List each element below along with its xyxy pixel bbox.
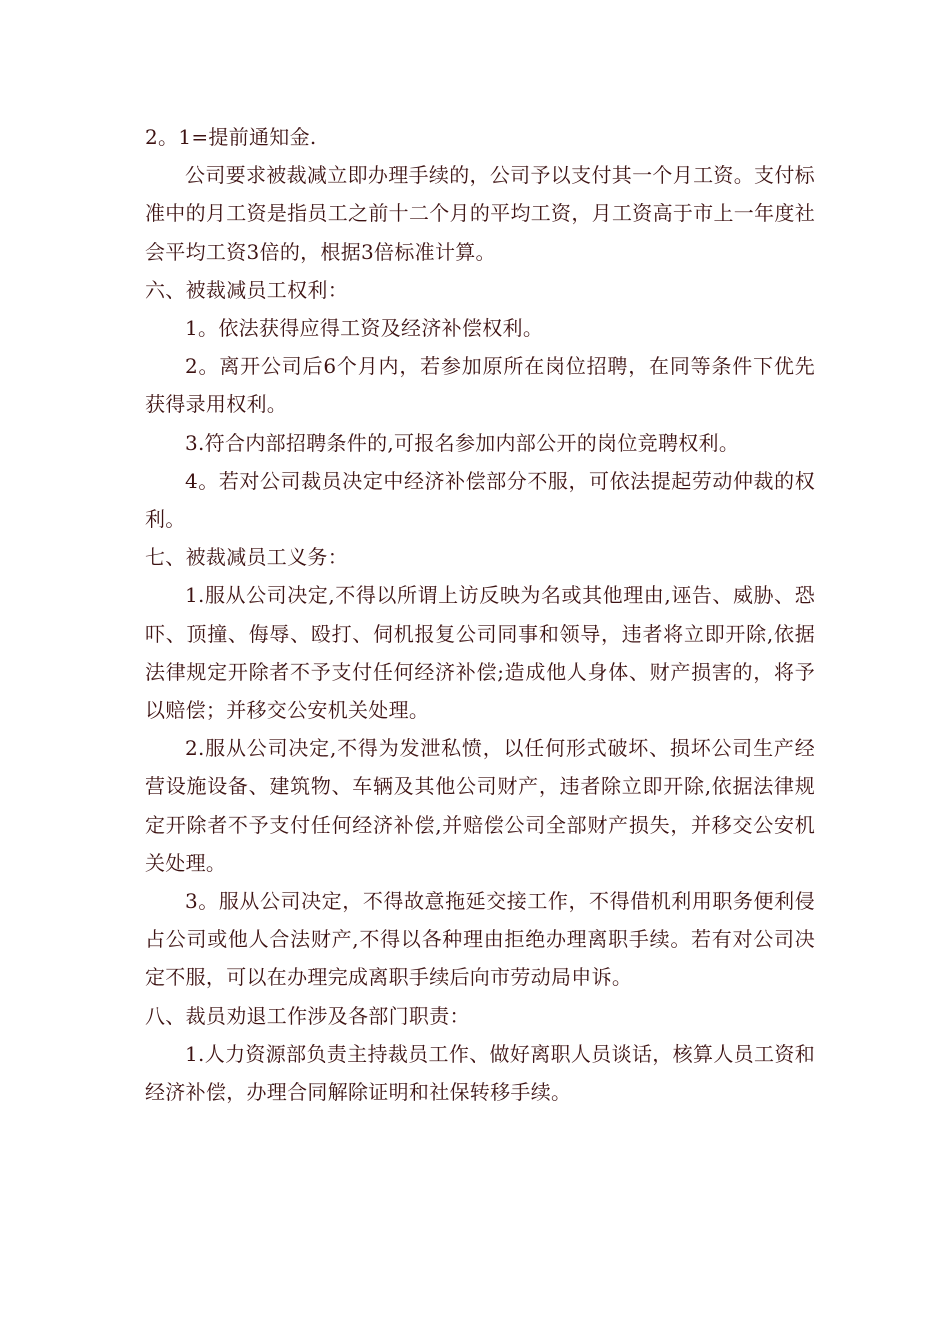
paragraph-obligation-1: 1.服从公司决定,不得以所谓上访反映为名或其他理由,诬告、威胁、恐吓、顶撞、侮辱、殴打、伺机报复公司同事和领导，违者将立即开除,依据法律规定开除者不予支付任何经济补偿;造成他人身体、财产损害的，将予以赔偿；并移交公安机关处理。	[145, 583, 815, 723]
paragraph-right-4: 4。若对公司裁员决定中经济补偿部分不服，可依法提起劳动仲裁的权利。	[145, 468, 815, 532]
paragraph-obligation-3: 3。服从公司决定，不得故意拖延交接工作，不得借机利用职务便利侵占公司或他人合法财产,不得以各种理由拒绝办理离职手续。若有对公司决定不服，可以在办理完成离职手续后向市劳动局申诉。	[145, 889, 815, 990]
section-heading-responsibilities: 八、裁员劝退工作涉及各部门职责：	[145, 1003, 470, 1028]
section-heading-obligations: 七、被裁减员工义务：	[145, 545, 348, 570]
paragraph-right-2: 2。离开公司后6个月内，若参加原所在岗位招聘，在同等条件下优先获得录用权利。	[145, 354, 815, 417]
paragraph-right-3: 3.符合内部招聘条件的,可报名参加内部公开的岗位竞聘权利。	[185, 430, 740, 455]
paragraph-right-1: 1。依法获得应得工资及经济补偿权利。	[185, 316, 544, 341]
paragraph-notice-pay: 2。1=提前通知金.	[145, 125, 317, 149]
document-body	[145, 118, 815, 1111]
paragraph-responsibility-1: 1.人力资源部负责主持裁员工作、做好离职人员谈话，核算人员工资和经济补偿，办理合同解除证明和社保转移手续。	[145, 1041, 815, 1105]
paragraph-obligation-2: 2.服从公司决定,不得为发泄私愤，以任何形式破坏、损坏公司生产经营设施设备、建筑物、车辆及其他公司财产，违者除立即开除,依据法律规定开除者不予支付任何经济补偿,并赔偿公司全部财产损失，并移交公安机关处理。	[145, 736, 815, 875]
section-heading-rights: 六、被裁减员工权利：	[145, 277, 348, 302]
paragraph-immediate-procedure: 公司要求被裁减立即办理手续的，公司予以支付其一个月工资。支付标准中的月工资是指员工之前十二个月的平均工资，月工资高于市上一年度社会平均工资3倍的，根据3倍标准计算。	[145, 163, 815, 264]
